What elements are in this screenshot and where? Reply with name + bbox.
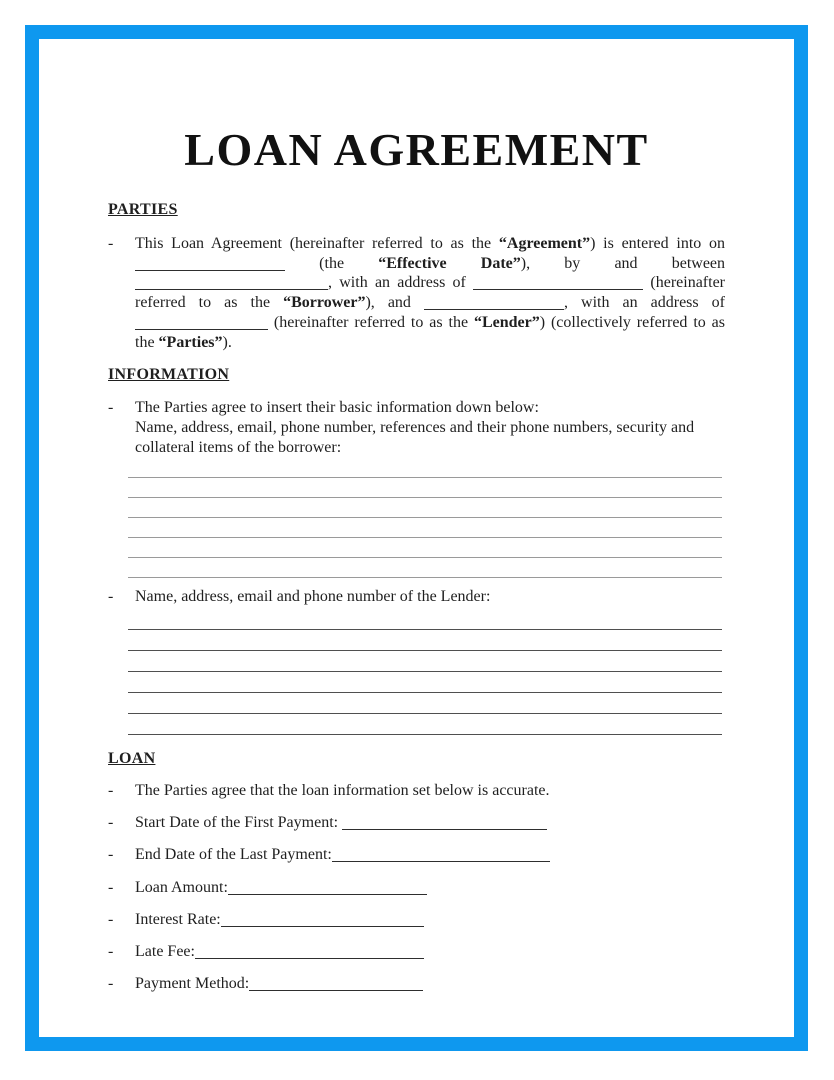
late-fee-row xyxy=(108,942,725,962)
loan-heading: LOAN xyxy=(108,750,156,768)
write-in-line[interactable] xyxy=(128,714,722,735)
paragraph-text: ) is entered into on xyxy=(590,235,726,252)
interest-rate-blank[interactable] xyxy=(221,912,424,927)
information-heading: INFORMATION xyxy=(108,366,230,384)
paragraph-text: ) (collectively referred to as the xyxy=(135,313,725,351)
bullet-dash: - xyxy=(108,943,114,961)
write-in-line[interactable] xyxy=(128,693,722,714)
paragraph-text: ), by and between xyxy=(520,254,726,272)
document-title: LOAN AGREEMENT xyxy=(184,124,649,175)
paragraph-text: (hereinafter referred to as the xyxy=(135,274,726,312)
parties-heading: PARTIES xyxy=(108,201,178,218)
write-in-line[interactable] xyxy=(128,630,722,651)
paragraph-text: (hereinafter referred to as the xyxy=(268,313,474,331)
write-in-line[interactable] xyxy=(128,651,722,672)
write-in-line[interactable] xyxy=(128,558,722,578)
lender-info-write-lines xyxy=(128,609,722,735)
bullet-dash: - xyxy=(108,878,114,896)
interest-rate-label: Interest Rate: xyxy=(135,910,221,928)
borrower-name-blank[interactable] xyxy=(135,275,328,290)
write-in-line[interactable] xyxy=(128,538,722,558)
interest-rate-row xyxy=(108,910,725,930)
paragraph-text: This Loan Agreement (hereinafter referred to as the xyxy=(135,235,499,252)
write-in-line[interactable] xyxy=(128,458,722,478)
bullet-dash: - xyxy=(108,588,114,606)
late-fee-blank[interactable] xyxy=(195,944,424,959)
lender-address-blank[interactable] xyxy=(135,315,268,330)
bullet-dash: - xyxy=(108,235,114,252)
paragraph-text: ), and xyxy=(365,294,424,312)
paragraph-text: ). xyxy=(222,333,232,351)
loan-amount-row xyxy=(108,878,725,898)
parties-paragraph-text xyxy=(135,234,725,352)
payment-method-blank[interactable] xyxy=(249,976,423,991)
start-date-row xyxy=(108,813,725,833)
effective-date-blank[interactable] xyxy=(135,256,285,271)
bullet-dash: - xyxy=(108,910,114,928)
loan-amount-blank[interactable] xyxy=(228,880,427,895)
end-date-blank[interactable] xyxy=(332,847,550,862)
document-page xyxy=(108,0,725,994)
late-fee-label: Late Fee: xyxy=(135,943,195,961)
end-date-row xyxy=(108,845,725,865)
lender-term: “Lender” xyxy=(473,313,540,331)
paragraph-text: (the xyxy=(285,254,379,272)
borrower-info-bullet xyxy=(108,398,725,457)
bullet-dash: - xyxy=(108,399,114,417)
paragraph-text: , with an address of xyxy=(328,274,474,292)
loan-amount-label: Loan Amount: xyxy=(135,878,228,896)
payment-method-row xyxy=(108,974,725,994)
bullet-dash: - xyxy=(108,846,114,864)
lender-info-bullet xyxy=(108,587,725,607)
borrower-info-instruction: The Parties agree to insert their basic information down below: xyxy=(135,399,539,417)
write-in-line[interactable] xyxy=(128,518,722,538)
agreement-term: “Agreement” xyxy=(498,235,591,252)
loan-intro-bullet xyxy=(108,781,725,801)
paragraph-text: , with an address of xyxy=(563,294,725,312)
write-in-line[interactable] xyxy=(128,609,722,630)
bullet-dash: - xyxy=(108,975,114,993)
effective-date-term: “Effective Date” xyxy=(378,254,521,272)
lender-name-blank[interactable] xyxy=(424,295,564,310)
end-date-label: End Date of the Last Payment: xyxy=(135,846,332,864)
bullet-dash: - xyxy=(108,814,114,832)
lender-info-instruction: Name, address, email and phone number of the Lender: xyxy=(135,588,491,606)
write-in-line[interactable] xyxy=(128,478,722,498)
parties-term: “Parties” xyxy=(158,333,223,351)
borrower-address-blank[interactable] xyxy=(473,275,643,290)
parties-paragraph xyxy=(108,234,725,352)
start-date-blank[interactable] xyxy=(342,815,547,830)
write-in-line[interactable] xyxy=(128,498,722,518)
borrower-info-detail: Name, address, email, phone number, references and their phone numbers, security and collateral items of the borrower: xyxy=(135,418,695,456)
start-date-label: Start Date of the First Payment: xyxy=(135,814,343,832)
borrower-info-write-lines xyxy=(128,458,722,578)
write-in-line[interactable] xyxy=(128,672,722,693)
bullet-dash: - xyxy=(108,782,114,800)
payment-method-label: Payment Method: xyxy=(135,975,250,993)
borrower-term: “Borrower” xyxy=(283,294,366,312)
loan-intro-text: The Parties agree that the loan information set below is accurate. xyxy=(135,782,550,800)
